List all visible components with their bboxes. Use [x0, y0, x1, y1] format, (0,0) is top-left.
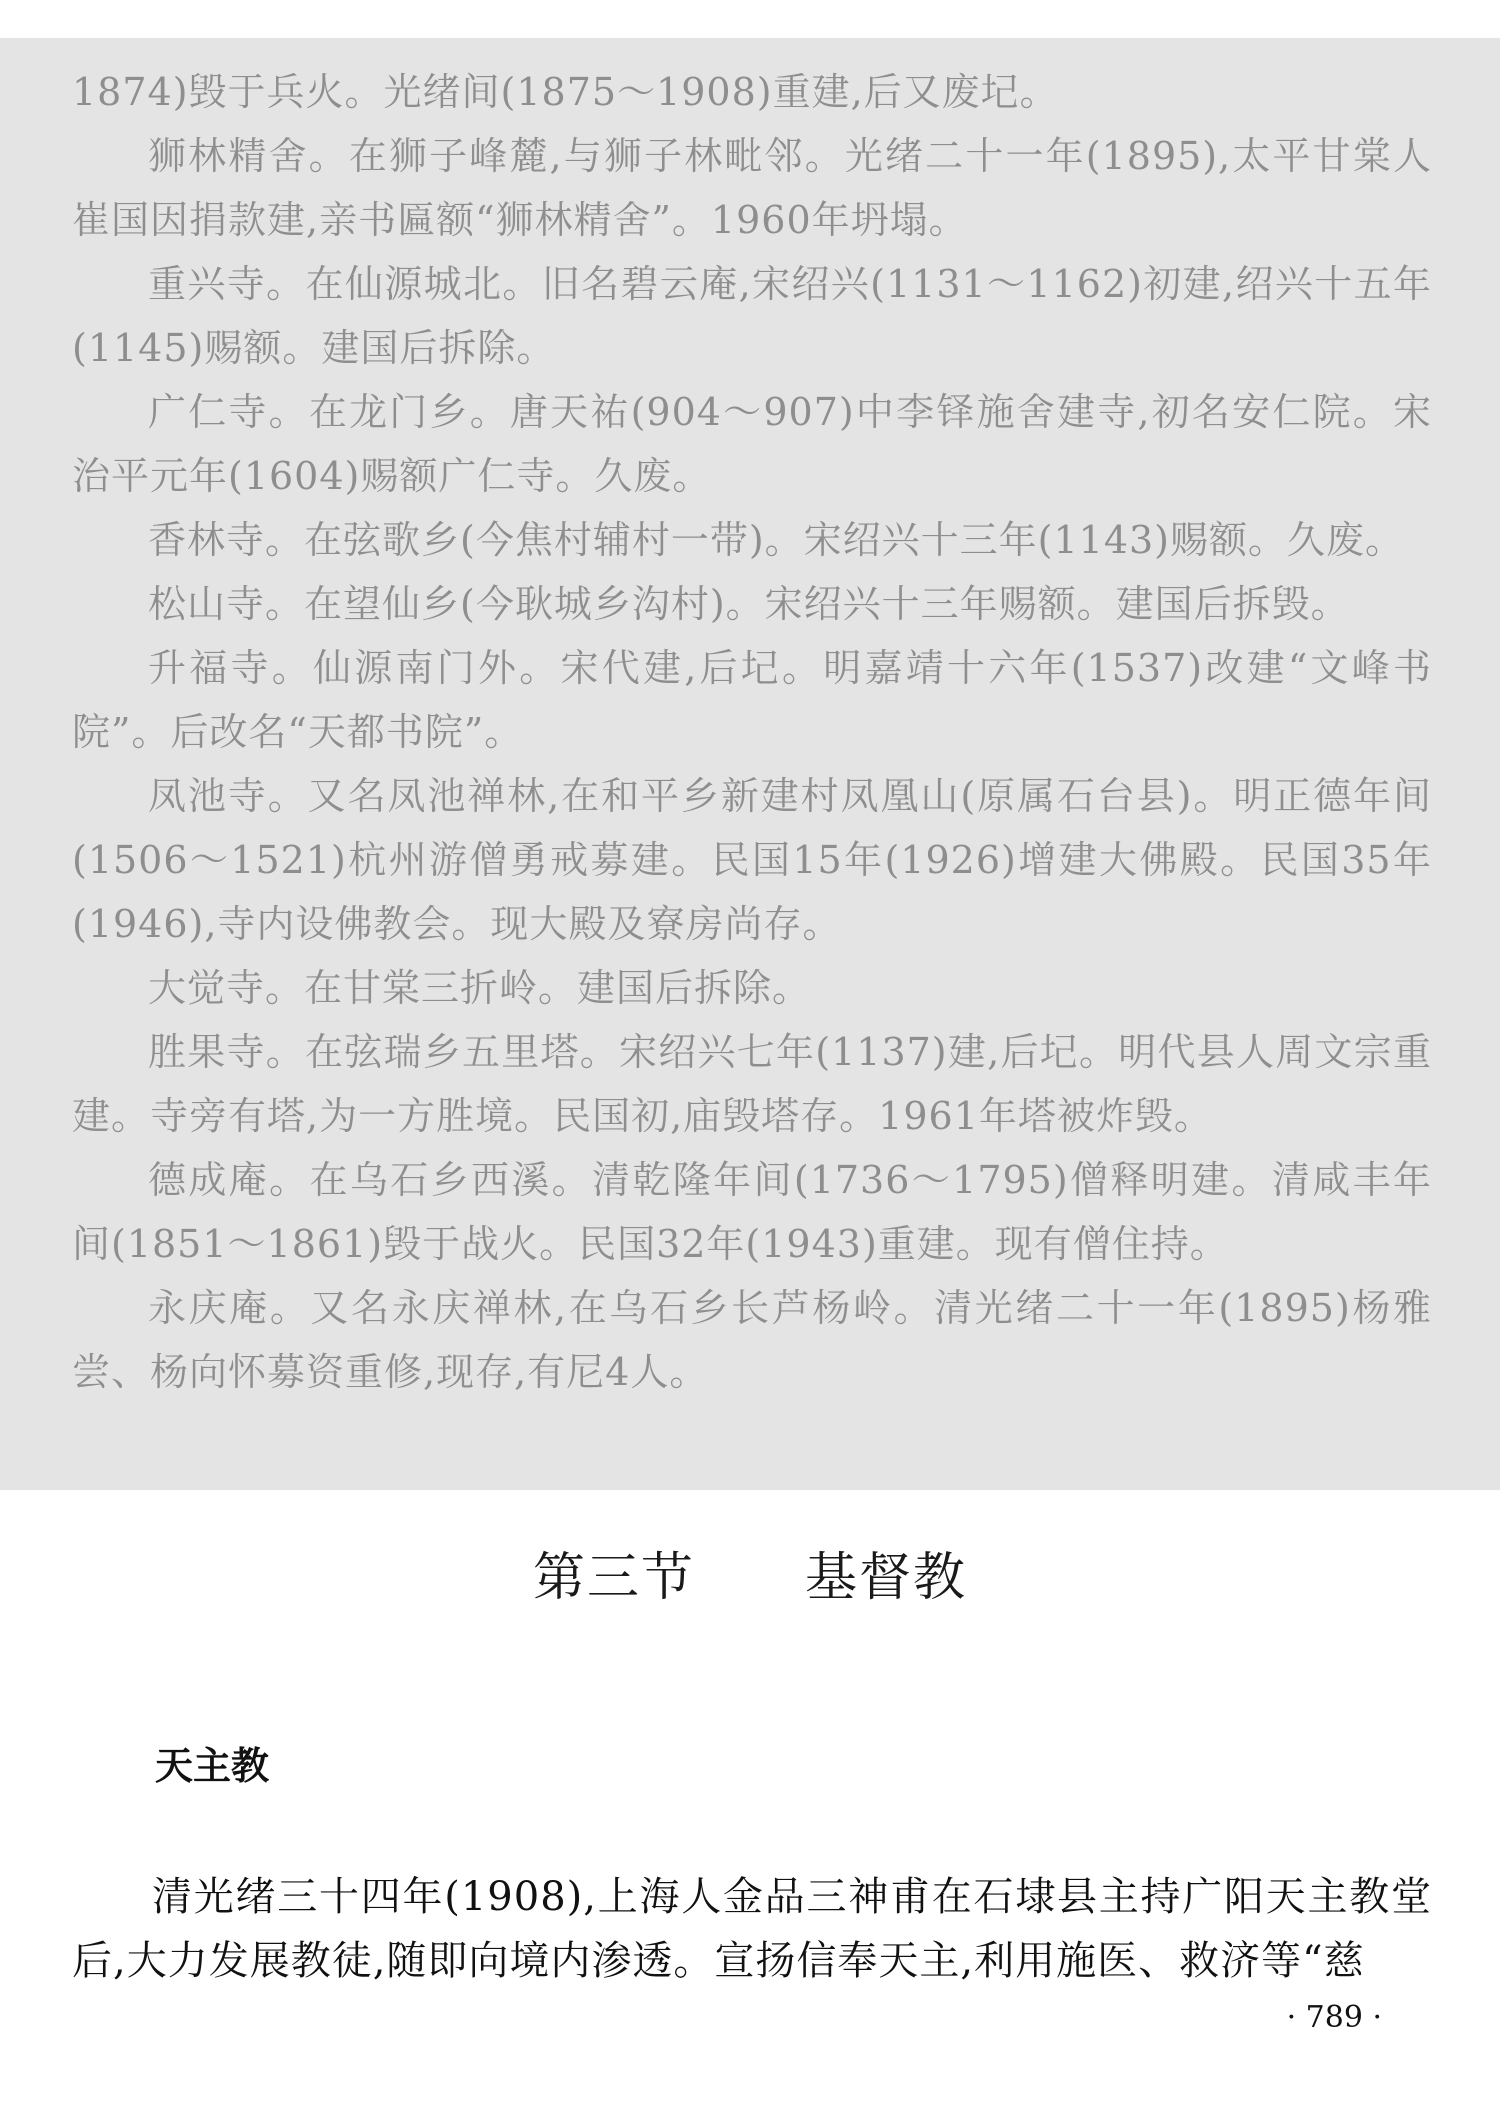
- temple-entry-paragraph: 松山寺。在望仙乡(今耿城乡沟村)。宋绍兴十三年赐额。建国后拆毁。: [148, 582, 1350, 626]
- temple-entries: [72, 60, 1432, 1404]
- section-heading: [0, 1535, 1500, 1610]
- temple-entry-paragraph: 胜果寺。在弦瑞乡五里塔。宋绍兴七年(1137)建,后圮。明代县人周文宗重建。寺旁有塔,为一方胜境。民国初,庙毁塔存。1961年塔被炸毁。: [72, 1030, 1432, 1138]
- temple-entry-paragraph: 大觉寺。在甘棠三折岭。建国后拆除。: [148, 966, 812, 1010]
- temple-entry-paragraph: 香林寺。在弦歌乡(今焦村辅村一带)。宋绍兴十三年(1143)赐额。久废。: [148, 518, 1405, 562]
- temple-entry-paragraph: 狮林精舍。在狮子峰麓,与狮子林毗邻。光绪二十一年(1895),太平甘棠人崔国因捐款建,亲书匾额“狮林精舍”。1960年坍塌。: [72, 134, 1432, 242]
- temple-entry-paragraph: 升福寺。仙源南门外。宋代建,后圮。明嘉靖十六年(1537)改建“文峰书院”。后改名“天都书院”。: [72, 646, 1432, 754]
- temple-entry-paragraph: 1874)毁于兵火。光绪间(1875～1908)重建,后又废圮。: [72, 70, 1059, 114]
- section-number: 第三节: [532, 1548, 695, 1608]
- temple-entry-paragraph: 永庆庵。又名永庆禅林,在乌石乡长芦杨岭。清光绪二十一年(1895)杨雅尝、杨向怀募资重修,现存,有尼4人。: [72, 1286, 1432, 1394]
- body-paragraph: 清光绪三十四年(1908),上海人金品三神甫在石埭县主持广阳天主教堂后,大力发展教徒,随即向境内渗透。宣扬信奉天主,利用施医、救济等“慈: [72, 1874, 1432, 1984]
- section-title: 基督教: [805, 1548, 968, 1608]
- temple-entry-paragraph: 德成庵。在乌石乡西溪。清乾隆年间(1736～1795)僧释明建。清咸丰年间(1851～1861)毁于战火。民国32年(1943)重建。现有僧住持。: [72, 1158, 1432, 1266]
- body-text: [72, 1865, 1432, 1993]
- temple-entry-paragraph: 凤池寺。又名凤池禅林,在和平乡新建村凤凰山(原属石台县)。明正德年间(1506～1521)杭州游僧勇戒募建。民国15年(1926)增建大佛殿。民国35年(1946),寺内设佛教会。现大殿及寮房尚存。: [72, 774, 1432, 946]
- page-number: · 789 ·: [1286, 2000, 1382, 2035]
- temple-entry-paragraph: 重兴寺。在仙源城北。旧名碧云庵,宋绍兴(1131～1162)初建,绍兴十五年(1145)赐额。建国后拆除。: [72, 262, 1432, 370]
- sub-heading-catholicism: 天主教: [155, 1744, 270, 1788]
- temple-entry-paragraph: 广仁寺。在龙门乡。唐天祐(904～907)中李铎施舍建寺,初名安仁院。宋治平元年(1604)赐额广仁寺。久废。: [72, 390, 1432, 498]
